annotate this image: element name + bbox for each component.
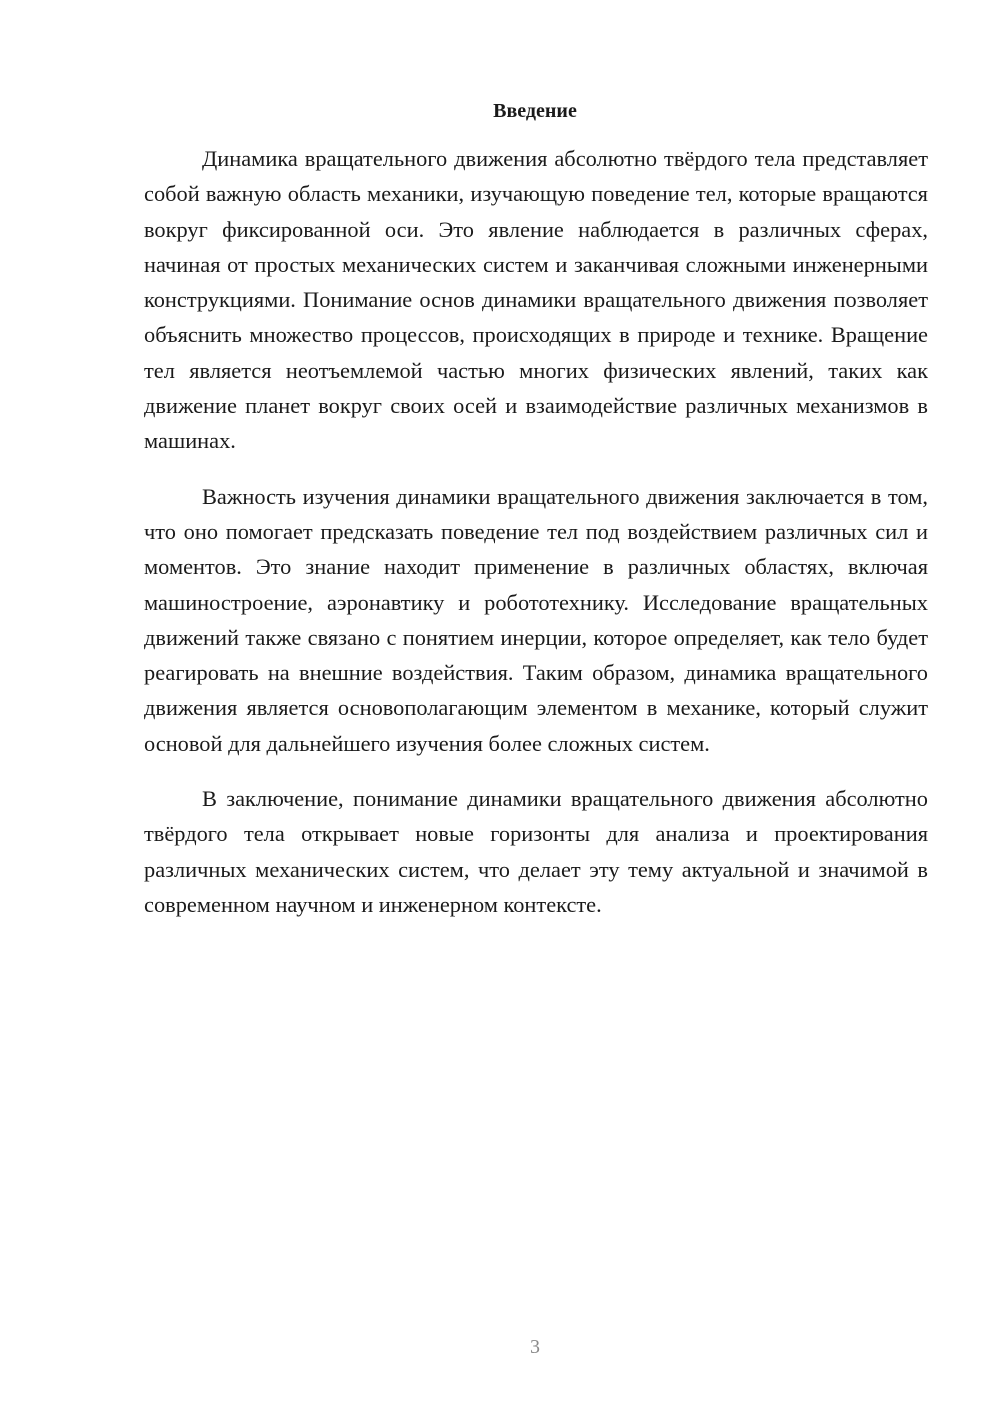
page-number: 3 — [530, 1336, 540, 1358]
paragraph-2: Важность изучения динамики вращательного движения заключается в том, что оно помогает предсказать поведение тел под воздействием различных сил и моментов. Это знание находит применение в различных областях, включая машиностроение, аэронавтику и робототехнику. Исследование вращательных движений также связано с понятием инерции, которое определяет, как тело будет реагировать на внешние воздействия. Таким образом, динамика вращательного движения является основополагающим элементом в механике, который служит основой для дальнейшего изучения более сложных систем. — [144, 483, 928, 756]
paragraph-3: В заключение, понимание динамики вращательного движения абсолютно твёрдого тела открывает новые горизонты для анализа и проектирования различных механических систем, что делает эту тему актуальной и значимой в современном научном и инженерном контексте. — [144, 786, 928, 917]
page-title: Введение — [493, 100, 577, 122]
document-body — [144, 141, 928, 942]
paragraph-1: Динамика вращательного движения абсолютно твёрдого тела представляет собой важную область механики, изучающую поведение тел, которые вращаются вокруг фиксированной оси. Это явление наблюдается в различных сферах, начиная от простых механических систем и заканчивая сложными инженерными конструкциями. Понимание основ динамики вращательного движения позволяет объяснить множество процессов, происходящих в природе и технике. Вращение тел является неотъемлемой частью многих физических явлений, таких как движение планет вокруг своих осей и взаимодействие различных механизмов в машинах. — [144, 146, 928, 454]
